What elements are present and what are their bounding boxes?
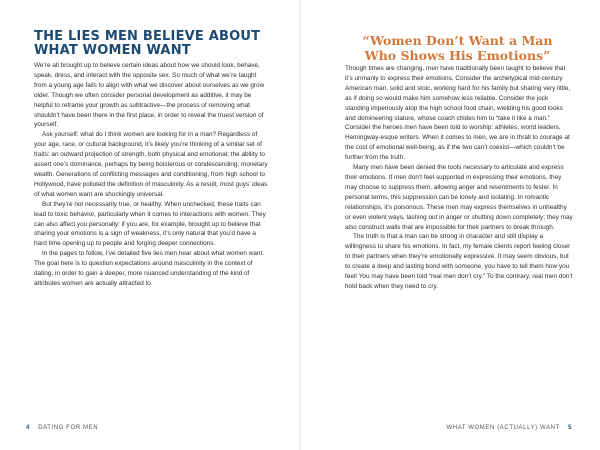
paragraph: Many men have been denied the tools necessary to articulate and express their emotions. If men don’t feel supported in expressing their emotions, they may choose to suppress them, allowing anger and resentments to fester. In personal terms, this suppression can be lonely and isolating. In romantic relationships, it’s poisonous. These men may express themselves in unhealthy or even violent ways, lashing out in anger or shutting down completely; they may also construct walls that are impossible for their partners to break through. (345, 164, 573, 231)
running-title: WHAT WOMEN (ACTUALLY) WANT (446, 425, 560, 431)
paragraph: The truth is that a man can be strong in character and still display a willingness to share his emotions. In fact, my female clients report feeling closer to their partners when they’re emotionally expressive. It may seem obvious, but to create a deep and lasting bond with someone, you have to tell them how you feel! You may have been told “real men don’t cry.” To the contrary, real men don’t hold back when they need to cry. (345, 233, 573, 290)
paragraph: Though times are changing, men have traditionally been taught to believe that it’s unmanly to express their emotions. Consider the archetypical mid-century American man, solid and stoic, working hard for his family but sharing very little, as if doing so would make him somehow less reliable. Consider the jock standing imperiously atop the high school food chain, wielding his good looks and domineering stature, whose coach chides him to “take it like a man.” Consider the heroes men have been told to worship: athletes, world leaders, Hemingway-esque writers. When it comes to men, we are in thrall to courage at the cost of emotional well-being, as if the two can’t coexist—which couldn’t be further from the truth. (345, 65, 571, 162)
paragraph: We’re all brought up to believe certain ideas about how we should look, behave, speak, dress, and interact with the opposite sex. So much of what we’re taught from a young age fails to align with what we discover about ourselves as we grow older. Though we often consider personal development as additive, it may be helpful to reframe your growth as subtractive—the process of removing what shouldn’t have been there in the first place, in order to reveal the truest version of yourself. (34, 62, 265, 129)
right-body-text (345, 64, 573, 292)
left-body-text (34, 61, 270, 289)
section-heading: “Women Don’t Want a Man Who Shows His Emotions” (362, 33, 553, 63)
paragraph: In the pages to follow, I’ve detailed five lies men hear about what women want. The goal here is to question expectations around masculinity in the context of dating, in order to gain a deeper, more nuanced understanding of the kind of attributes women are actually attracted to. (34, 250, 265, 287)
paragraph: But they’re not necessarily true, or healthy. When unchecked, these traits can lead to toxic behavior, particularly when it comes to interactions with women. They can also affect you personally: if you are, for example, brought up to believe that sharing your emotions is a sign of weakness, it’s only natural that you’d have a hard time opening up to people and forging deeper connections. (34, 200, 266, 248)
left-folio (20, 425, 98, 431)
right-folio (447, 425, 579, 431)
paragraph: Ask yourself: what do I think women are looking for in a man? Regardless of your age, race, or cultural background, it’s likely you’re thinking of a similar set of traits: an outward projection of strength, both physical and emotional; the ability to assert one’s dominance, perhaps by being boisterous or condescending; monetary wealth. Generations of conflicting messages and conditioning, from high school to Hollywood, have polluted the definition of masculinity. As a result, most guys’ ideas of what women want are shockingly universal. (34, 131, 268, 198)
page-number: 4 (26, 425, 30, 431)
running-title: DATING FOR MEN (38, 425, 99, 431)
page-number: 5 (568, 425, 572, 431)
chapter-heading: THE LIES MEN BELIEVE ABOUT WHAT WOMEN WANT (34, 29, 261, 58)
